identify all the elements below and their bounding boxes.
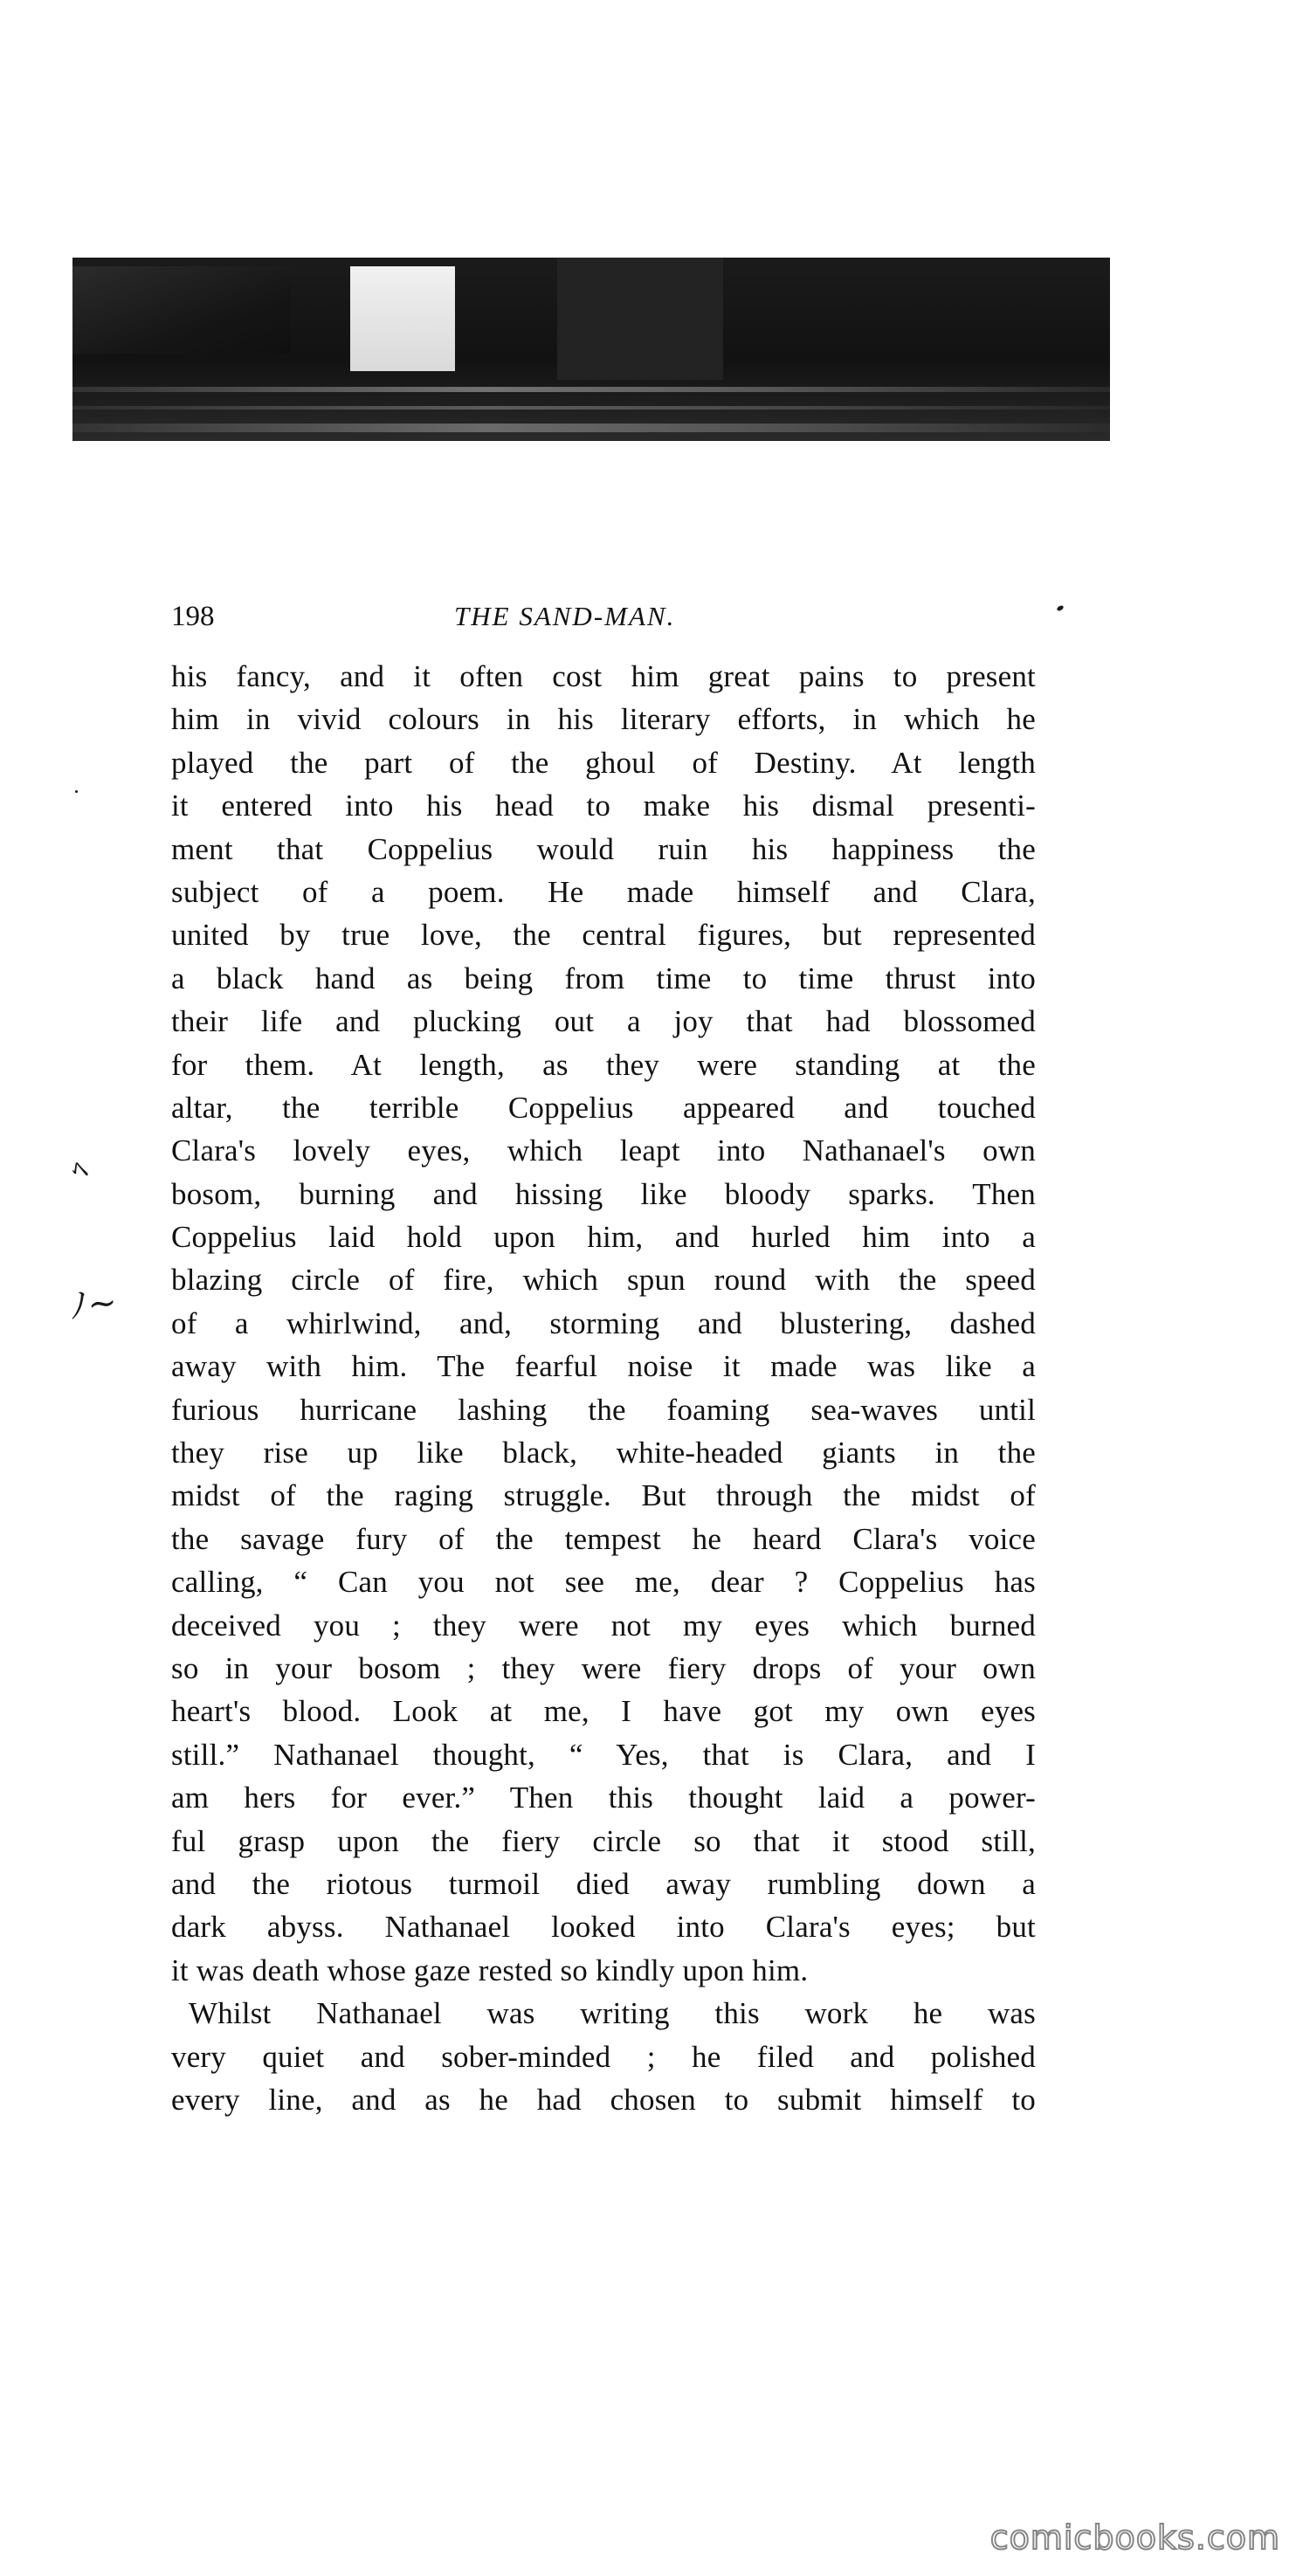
text-line: ful grasp upon the fiery circle so that it stood still, [171,1823,1036,1858]
text-line: played the part of the ghoul of Destiny. At length [171,745,1036,780]
text-line: their life and plucking out a joy that had blossomed [171,1004,1036,1039]
margin-pencil-mark: ﾍ [68,1151,91,1189]
text-line: for them. At length, as they were standing at the [171,1047,1036,1082]
text-line: Coppelius laid hold upon him, and hurled him into a [171,1220,1036,1255]
text-line: very quiet and sober-minded ; he filed and polished [171,2039,1036,2074]
text-line: bosom, burning and hissing like bloody sparks. Then [171,1176,1036,1211]
text-line: subject of a poem. He made himself and Clara, [171,874,1036,909]
text-line: a black hand as being from time to time thrust into [171,961,1036,995]
text-line: they rise up like black, white-headed giants in the [171,1436,1036,1471]
text-line: it entered into his head to make his dismal presenti- [171,789,1036,823]
text-line: and the riotous turmoil died away rumbling down a [171,1866,1036,1901]
ink-fleck [1056,604,1064,611]
text-line: calling, “ Can you not see me, dear ? Coppelius has [171,1565,1036,1600]
text-line: heart's blood. Look at me, I have got my own eyes [171,1694,1036,1729]
text-line: of a whirlwind, and, storming and blustering, dashed [171,1305,1036,1340]
page-number: 198 [171,601,215,632]
text-line: the savage fury of the tempest he heard Clara's voice [171,1521,1036,1556]
text-line: dark abyss. Nathanael looked into Clara's eyes; but [171,1910,1036,1945]
text-line: still.” Nathanael thought, “ Yes, that is Clara, and I [171,1737,1036,1772]
margin-pencil-mark: ﾉ~ [68,1282,120,1327]
text-line: ment that Coppelius would ruin his happiness the [171,831,1036,866]
text-line: deceived you ; they were not my eyes which burned [171,1608,1036,1643]
scan-artifact-streak [72,424,1110,432]
text-line: am hers for ever.” Then this thought laid a power- [171,1780,1036,1815]
scan-artifact-streak [72,406,1110,410]
scan-artifact-band [72,258,1110,441]
text-line: every line, and as he had chosen to submit himself to [171,2082,1036,2117]
scan-artifact-shadow [72,266,291,354]
scan-artifact-streak [72,387,1110,392]
text-line: Clara's lovely eyes, which leapt into Nathanael's own [171,1133,1036,1168]
text-line: Whilst Nathanael was writing this work he was [189,1996,1036,2031]
text-line: blazing circle of fire, which spun round with the speed [171,1263,1036,1298]
text-line: midst of the raging struggle. But through the midst of [171,1478,1036,1513]
body-text [171,655,1036,2121]
text-line: united by true love, the central figures, but represented [171,918,1036,953]
text-line: so in your bosom ; they were fiery drops of your own [171,1650,1036,1685]
text-line: away with him. The fearful noise it made was like a [171,1349,1036,1384]
text-line: his fancy, and it often cost him great pains to present [171,659,1036,693]
scan-artifact-dark-block [557,258,723,380]
text-line: him in vivid colours in his literary efforts, in which he [171,702,1036,737]
watermark-text: comicbooks.com [989,2518,1280,2557]
text-line: altar, the terrible Coppelius appeared and touched [171,1090,1036,1125]
text-line: it was death whose gaze rested so kindly upon him. [171,1953,809,1987]
scan-artifact-light-block [350,266,455,371]
ink-fleck [75,790,78,793]
text-line: furious hurricane lashing the foaming sea-waves until [171,1392,1036,1427]
running-head: THE SAND-MAN. [454,601,676,631]
